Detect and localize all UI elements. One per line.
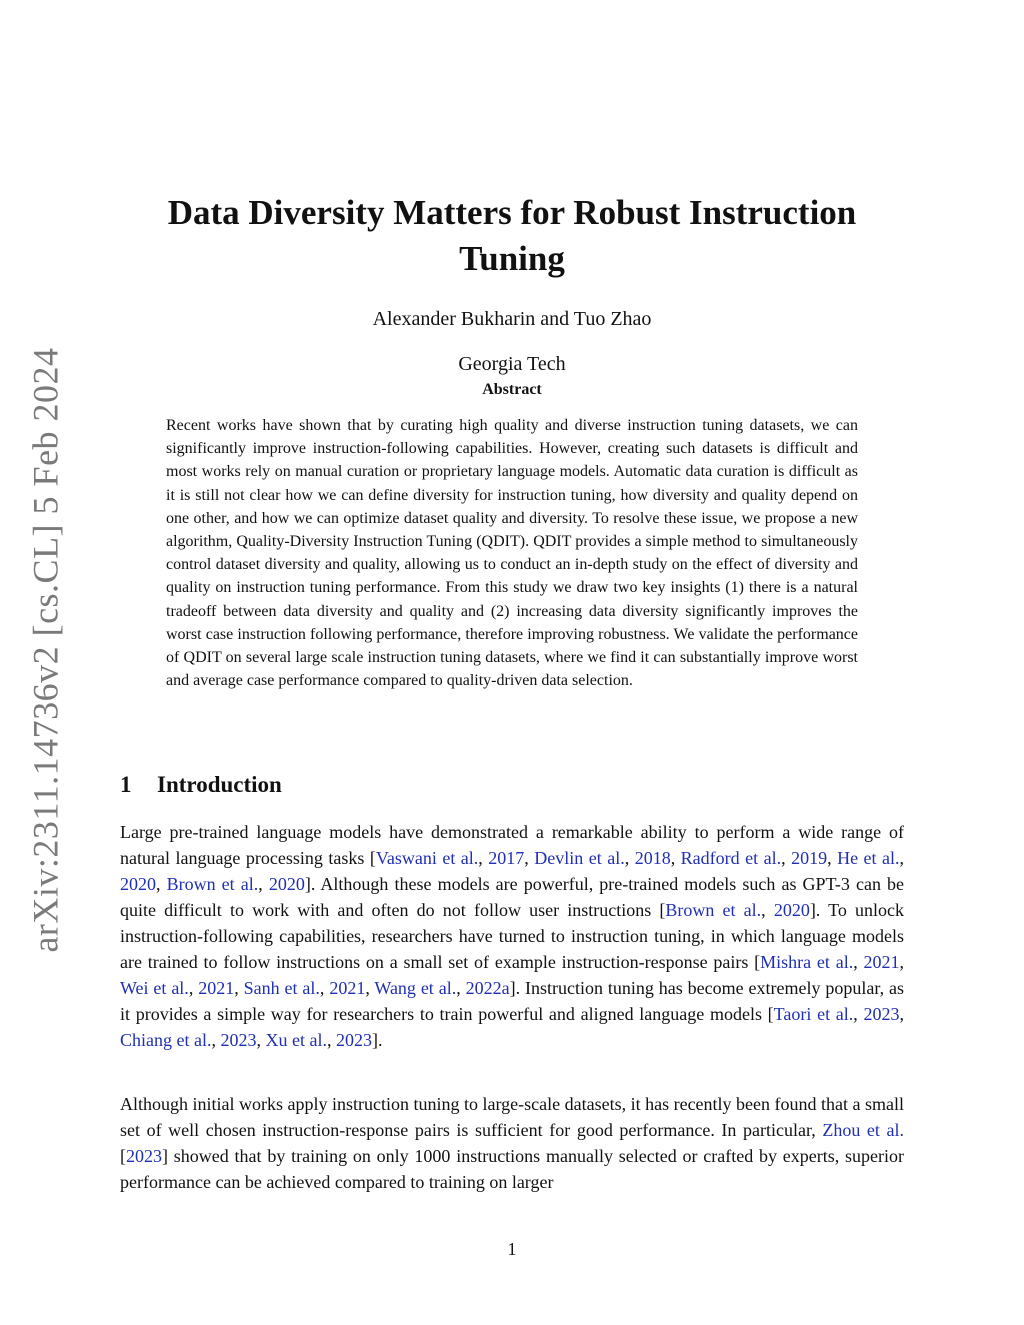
citation-year-brown[interactable]: 2020: [773, 900, 810, 920]
citation-chiang[interactable]: Chiang et al.: [120, 1030, 212, 1050]
para-sep: ,: [761, 900, 774, 920]
section-number: 1: [120, 772, 132, 797]
para-text: Large pre-trained language models have demonstrated a remarkable ability to perform a wide range of natural language processing tasks [: [120, 822, 904, 868]
paper-authors: Alexander Bukharin and Tuo Zhao: [372, 308, 652, 330]
paper-affiliation: Georgia Tech: [458, 353, 566, 375]
para-sep: ,: [899, 848, 905, 868]
para-sep: ,: [456, 978, 466, 998]
section-title: Introduction: [157, 772, 282, 797]
para-sep: ,: [827, 848, 838, 868]
citation-taori[interactable]: Taori et al.: [773, 1004, 854, 1024]
citation-year-radford[interactable]: 2019: [791, 848, 828, 868]
para-text: ]. Although these models are powerful, pre-trained models such as GPT-3 can be quite difficult to work with and often do not follow user instructions [: [120, 874, 905, 920]
introduction-paragraph-1: [120, 819, 904, 1053]
citation-year-wang[interactable]: 2022a: [465, 978, 510, 998]
para-sep: ,: [234, 978, 244, 998]
citation-year-taori[interactable]: 2023: [863, 1004, 900, 1024]
citation-mishra[interactable]: Mishra et al.: [760, 952, 854, 972]
para-sep: ,: [478, 848, 489, 868]
citation-brown[interactable]: Brown et al.: [665, 900, 762, 920]
citation-year-vaswani[interactable]: 2017: [488, 848, 525, 868]
citation-he[interactable]: He et al.: [837, 848, 900, 868]
arxiv-identifier-text: arXiv:2311.14736v2 [cs.CL] 5 Feb 2024: [26, 347, 67, 953]
page-number: 1: [507, 1239, 517, 1259]
citation-vaswani[interactable]: Vaswani et al.: [375, 848, 479, 868]
para-sep: ,: [853, 952, 864, 972]
citation-wei[interactable]: Wei et al.: [120, 978, 189, 998]
para-text: Although initial works apply instruction tuning to large-scale datasets, it has recently been found that a small set of well chosen instruction-response pairs is sufficient for good performance. In particular,: [120, 1094, 904, 1140]
citation-year-he[interactable]: 2020: [120, 874, 156, 894]
paper-title: Data Diversity Matters for Robust Instruction Tuning: [167, 193, 857, 278]
para-sep: ,: [258, 874, 269, 894]
citation-year-sanh[interactable]: 2021: [329, 978, 366, 998]
para-sep: ,: [256, 1030, 266, 1050]
citation-year-wei[interactable]: 2021: [198, 978, 235, 998]
abstract-heading: Abstract: [482, 381, 542, 398]
citation-year-chiang[interactable]: 2023: [220, 1030, 257, 1050]
para-sep: ,: [156, 874, 167, 894]
para-sep: ,: [899, 1004, 905, 1024]
para-text: ].: [371, 1030, 383, 1050]
citation-year-brown[interactable]: 2020: [268, 874, 305, 894]
citation-wang[interactable]: Wang et al.: [374, 978, 457, 998]
para-sep: ,: [899, 952, 904, 972]
citation-zhou[interactable]: Zhou et al.: [822, 1120, 904, 1140]
citation-xu[interactable]: Xu et al.: [265, 1030, 327, 1050]
para-text: ]. To unlock instruction-following capabilities, researchers have turned to instruction tuning, in which language models are trained to follow instructions on a small set of example instruction-response pairs [: [120, 900, 905, 972]
para-sep: ,: [319, 978, 330, 998]
para-sep: ,: [211, 1030, 221, 1050]
citation-devlin[interactable]: Devlin et al.: [534, 848, 625, 868]
arxiv-identifier-stamp: [16, 347, 76, 953]
para-sep: ,: [853, 1004, 864, 1024]
para-text: ] showed that by training on only 1000 instructions manually selected or crafted by experts, superior performance can be achieved compared to training on larger: [120, 1146, 904, 1192]
abstract-body: Recent works have shown that by curating high quality and diverse instruction tuning datasets, we can significantly improve instruction-following capabilities. However, creating such datasets is difficult and most works rely on manual curation or proprietary language models. Automatic data curation is difficult as it is still not clear how we can define diversity for instruction tuning, how diversity and quality depend on one other, and how we can optimize dataset quality and diversity. To resolve these issue, we propose a new algorithm, Quality-Diversity Instruction Tuning (QDIT). QDIT provides a simple method to simultaneously control dataset diversity and quality, allowing us to conduct an in-depth study on the effect of diversity and quality on instruction tuning performance. From this study we draw two key insights (1) there is a natural tradeoff between data diversity and quality and (2) increasing data diversity significantly improves the worst case instruction following performance, therefore improving robustness. We validate the performance of QDIT on several large scale instruction tuning datasets, where we find it can substantially improve worst and average case performance compared to quality-driven data selection.: [166, 417, 858, 690]
para-text: [: [120, 1146, 126, 1166]
para-sep: ,: [524, 848, 535, 868]
para-sep: ,: [670, 848, 681, 868]
para-text: ]. Instruction tuning has become extremely popular, as it provides a simple way for researchers to train powerful and aligned language models [: [120, 978, 905, 1024]
citation-sanh[interactable]: Sanh et al.: [243, 978, 320, 998]
para-sep: ,: [365, 978, 375, 998]
section-heading-introduction: [120, 770, 282, 800]
para-sep: ,: [781, 848, 792, 868]
citation-year-zhou[interactable]: 2023: [126, 1146, 162, 1166]
para-sep: ,: [188, 978, 199, 998]
citation-year-xu[interactable]: 2023: [335, 1030, 372, 1050]
para-sep: ,: [624, 848, 635, 868]
para-sep: ,: [326, 1030, 336, 1050]
citation-year-mishra[interactable]: 2021: [863, 952, 900, 972]
introduction-paragraph-2: [120, 1091, 904, 1195]
citation-year-devlin[interactable]: 2018: [634, 848, 671, 868]
citation-radford[interactable]: Radford et al.: [680, 848, 782, 868]
citation-brown[interactable]: Brown et al.: [166, 874, 259, 894]
